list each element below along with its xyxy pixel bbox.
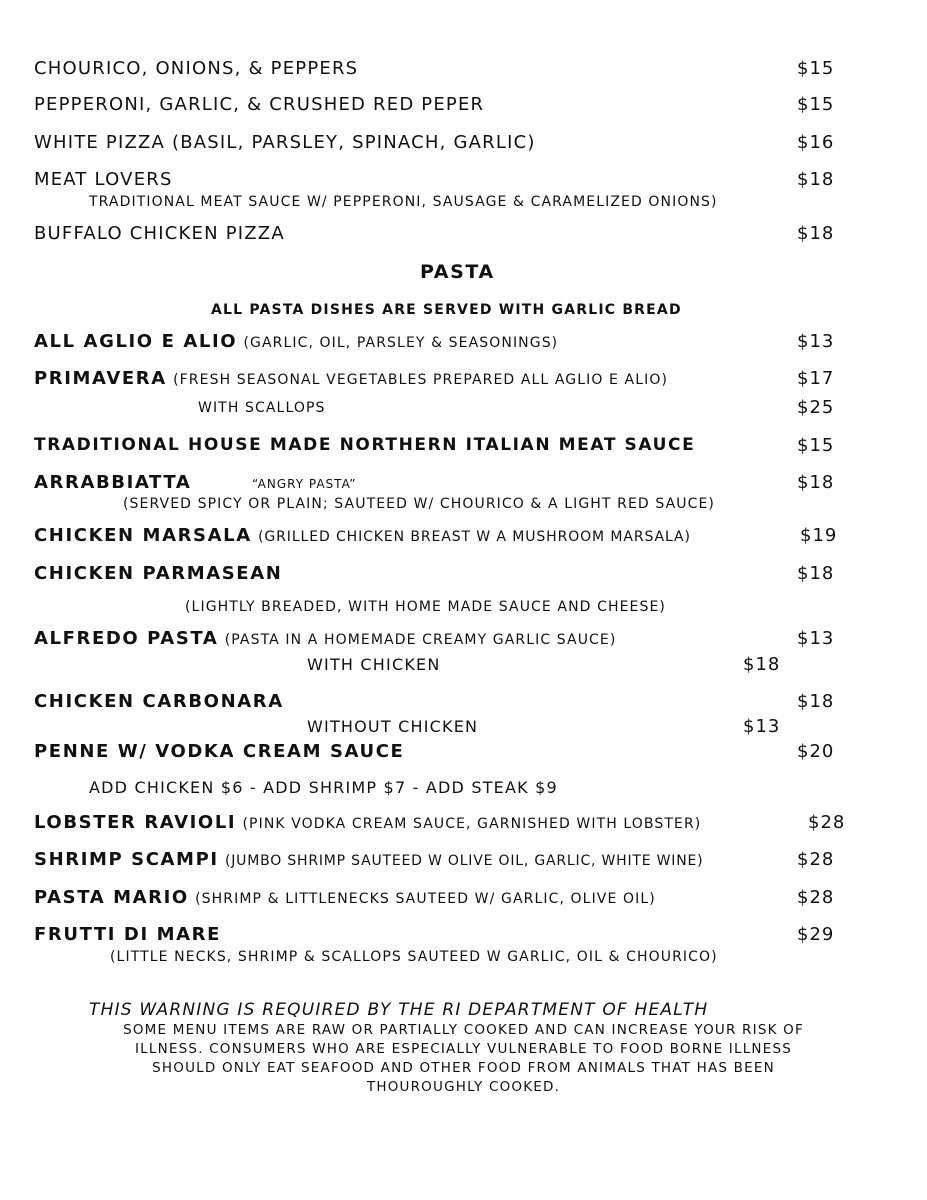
menu-item-price: $17 (797, 368, 835, 389)
menu-item-price: $28 (797, 849, 835, 870)
menu-item-price: $18 (797, 169, 835, 190)
menu-item-name: TRADITIONAL HOUSE MADE NORTHERN ITALIAN MEAT SAUCE (34, 435, 696, 455)
menu-item-description: (JUMBO SHRIMP SAUTEED W OLIVE OIL, GARLIC, WHITE WINE) (224, 853, 704, 869)
menu-item (34, 370, 668, 388)
menu-item-price: $15 (797, 435, 835, 456)
menu-item-name: PASTA MARIO (34, 887, 189, 908)
menu-item-price: $18 (797, 472, 835, 493)
menu-item (34, 851, 703, 869)
menu-item-name: WHITE PIZZA (BASIL, PARSLEY, SPINACH, GARLIC) (34, 132, 536, 153)
menu-item (34, 889, 656, 907)
menu-item-option-price: $25 (797, 397, 835, 418)
menu-item-name: ALFREDO PASTA (34, 628, 219, 649)
menu-item-price: $18 (797, 223, 835, 244)
menu-item-name: PRIMAVERA (34, 368, 167, 389)
menu-item-price: $13 (797, 331, 835, 352)
health-warning-title: THIS WARNING IS REQUIRED BY THE RI DEPARTMENT OF HEALTH (89, 1000, 709, 1020)
menu-item-description: (LITTLE NECKS, SHRIMP & SCALLOPS SAUTEED W GARLIC, OIL & CHOURICO) (110, 949, 718, 965)
menu-item-name: CHICKEN MARSALA (34, 525, 252, 546)
menu-item-description: (SERVED SPICY OR PLAIN; SAUTEED W/ CHOURICO & A LIGHT RED SAUCE) (123, 496, 715, 512)
menu-item-option-price: $18 (743, 654, 781, 675)
menu-item-name: LOBSTER RAVIOLI (34, 812, 237, 833)
menu-item-price: $29 (797, 924, 835, 945)
menu-item-price: $28 (797, 887, 835, 908)
menu-item-price: $18 (797, 691, 835, 712)
menu-item-tag: “ANGRY PASTA” (252, 477, 357, 491)
menu-item-description: (GARLIC, OIL, PARSLEY & SEASONINGS) (243, 335, 559, 351)
menu-item-description: (GRILLED CHICKEN BREAST W A MUSHROOM MARSALA) (258, 529, 691, 545)
menu-item-description: (PINK VODKA CREAM SAUCE, GARNISHED WITH LOBSTER) (242, 816, 702, 832)
menu-item-description: (SHRIMP & LITTLENECKS SAUTEED W/ GARLIC, OLIVE OIL) (195, 891, 656, 907)
menu-item-name: PEPPERONI, GARLIC, & CRUSHED RED PEPER (34, 94, 485, 115)
menu-item-name: FRUTTI DI MARE (34, 924, 222, 945)
menu-item-name: ARRABBIATTA (34, 472, 192, 493)
health-warning-line: SHOULD ONLY EAT SEAFOOD AND OTHER FOOD FROM ANIMALS THAT HAS BEEN (152, 1060, 775, 1076)
menu-item-price: $15 (797, 58, 835, 79)
section-heading: PASTA (420, 261, 495, 283)
menu-item-price: $20 (797, 741, 835, 762)
health-warning-line: ILLNESS. CONSUMERS WHO ARE ESPECIALLY VULNERABLE TO FOOD BORNE ILLNESS (135, 1041, 792, 1057)
menu-item (34, 333, 558, 351)
menu-item-name: CHICKEN CARBONARA (34, 691, 284, 712)
menu-item-description: TRADITIONAL MEAT SAUCE W/ PEPPERONI, SAUSAGE & CARAMELIZED ONIONS) (89, 194, 718, 210)
section-note: ALL PASTA DISHES ARE SERVED WITH GARLIC BREAD (211, 302, 682, 318)
menu-item-name: SHRIMP SCAMPI (34, 849, 219, 870)
menu-item-price: $19 (800, 525, 838, 546)
menu-item-name: MEAT LOVERS (34, 169, 173, 190)
menu-item (34, 527, 691, 545)
menu-item-price: $13 (797, 628, 835, 649)
menu-item-price: $16 (797, 132, 835, 153)
menu-item-description: (FRESH SEASONAL VEGETABLES PREPARED ALL AGLIO E ALIO) (173, 372, 669, 388)
menu-item-option: WITH SCALLOPS (198, 400, 326, 416)
menu-item-price: $28 (808, 812, 846, 833)
menu-item-description: (LIGHTLY BREADED, WITH HOME MADE SAUCE AND CHEESE) (185, 599, 666, 615)
menu-item (34, 630, 616, 648)
menu-item-option: WITH CHICKEN (307, 655, 441, 674)
menu-item-price: $18 (797, 563, 835, 584)
menu-item-name: ALL AGLIO E ALIO (34, 331, 238, 352)
menu-item-name: PENNE W/ VODKA CREAM SAUCE (34, 741, 405, 762)
menu-item-option-price: $13 (743, 716, 781, 737)
health-warning-line: THOUROUGHLY COOKED. (366, 1079, 561, 1095)
menu-item-name: BUFFALO CHICKEN PIZZA (34, 223, 285, 244)
menu-item (34, 814, 701, 832)
menu-item-option: WITHOUT CHICKEN (307, 717, 479, 736)
menu-item-name: CHOURICO, ONIONS, & PEPPERS (34, 58, 359, 79)
menu-item-name: CHICKEN PARMASEAN (34, 563, 283, 584)
menu-item-description: (PASTA IN A HOMEMADE CREAMY GARLIC SAUCE) (224, 632, 617, 648)
addon-options: ADD CHICKEN $6 - ADD SHRIMP $7 - ADD STEAK $9 (89, 778, 558, 797)
health-warning-line: SOME MENU ITEMS ARE RAW OR PARTIALLY COOKED AND CAN INCREASE YOUR RISK OF (123, 1022, 804, 1038)
menu-item-price: $15 (797, 94, 835, 115)
